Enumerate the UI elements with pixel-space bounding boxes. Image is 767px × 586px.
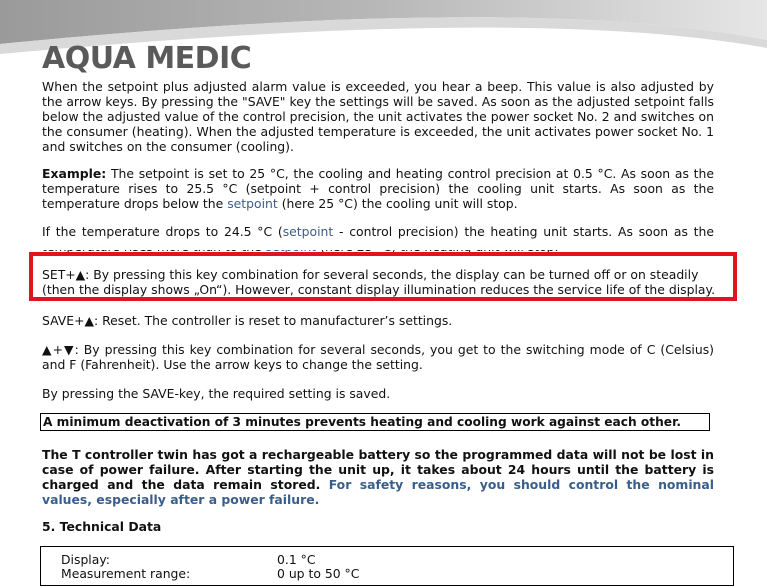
example-label: Example: bbox=[42, 166, 107, 181]
page-cut-mask bbox=[0, 240, 767, 250]
tech-label: Display: bbox=[61, 552, 110, 567]
tech-label: Measurement range: bbox=[61, 566, 191, 581]
tech-value: 0 up to 50 °C bbox=[277, 566, 360, 581]
deactivation-warning: A minimum deactivation of 3 minutes prevents heating and cooling work against each other. bbox=[40, 413, 710, 431]
heating-text-a: If the temperature drops to 24.5 °C ( bbox=[42, 224, 283, 239]
save-key-paragraph: By pressing the SAVE-key, the required setting is saved. bbox=[42, 386, 391, 401]
example-text-a: The setpoint is set to 25 °C, the cooling and heating control precision at 0.5 °C. As soon as the temperature rises to 25.5 °C (setpoint + control precision) the cooling unit starts. As soon as the temperature drops below the bbox=[42, 166, 714, 211]
section-heading: 5. Technical Data bbox=[42, 519, 162, 534]
safety-note: For safety reasons, you should control the nominal values, especially after a power failure. bbox=[42, 477, 714, 507]
battery-paragraph bbox=[42, 447, 714, 507]
aqua-medic-logo: AQUA MEDIC bbox=[42, 41, 252, 76]
technical-data-table bbox=[40, 546, 734, 586]
tech-value: 0.1 °C bbox=[277, 552, 316, 567]
heating-text-b: - control precision) the heating unit starts. As soon as the bbox=[338, 224, 714, 239]
up-down-paragraph: ▲+▼: By pressing this key combination for several seconds, you get to the switching mode of C (Celsius) and F (Fahrenheit). Use the arrow keys to change the setting. bbox=[42, 342, 714, 372]
battery-text: The T controller twin has got a rechargeable battery so the programmed data will not be lost in case of power failure. After starting the unit up, it takes about 24 hours until the battery is charged and the data remain stored. bbox=[42, 447, 714, 492]
setpoint-alarm-paragraph: When the setpoint plus adjusted alarm value is exceeded, you hear a beep. This value is also adjusted by the arrow keys. By pressing the "SAVE" key the settings will be saved. As soon as the adjusted setpoint falls below the adjusted value of the control precision, the unit activates the power socket No. 2 and switches on the consumer (heating). When the adjusted temperature is exceeded, the unit activates power socket No. 1 and switches on the consumer (cooling). bbox=[42, 79, 714, 154]
setpoint-term: setpoint bbox=[227, 196, 278, 211]
set-up-paragraph: SET+▲: By pressing this key combination for several seconds, the display can be turned off or on steadily (then the display shows „On“). However, constant display illumination reduces the service life of the display. bbox=[42, 267, 716, 297]
save-up-paragraph: SAVE+▲: Reset. The controller is reset to manufacturer’s settings. bbox=[42, 313, 453, 328]
example-paragraph bbox=[42, 166, 714, 211]
setpoint-term: setpoint bbox=[282, 224, 334, 239]
example-text-b: (here 25 °C) the cooling unit will stop. bbox=[277, 196, 518, 211]
